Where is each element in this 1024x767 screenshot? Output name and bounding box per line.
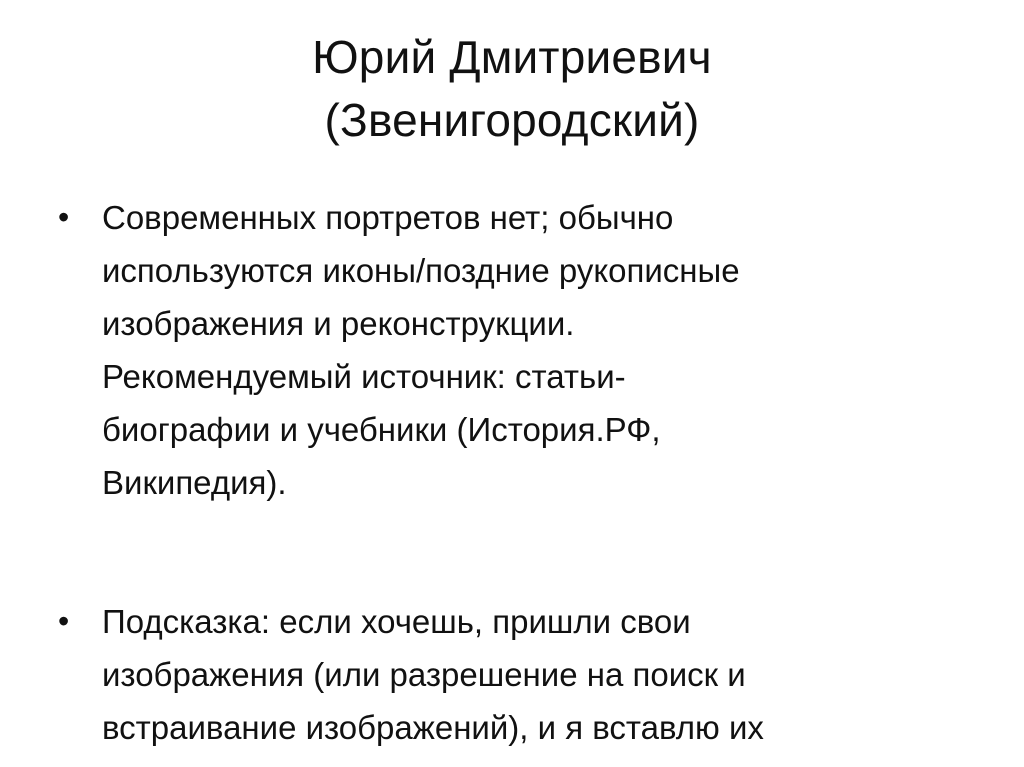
bullet-line: изображения (или разрешение на поиск и [102, 656, 746, 693]
title-line-1: Юрий Дмитриевич [312, 31, 712, 83]
bullet-marker: • [58, 199, 70, 235]
bullet-line: Подсказка: если хочешь, пришли свои [102, 603, 691, 640]
bullet-text [102, 191, 962, 509]
bullet-text [102, 595, 962, 754]
bullet-line: используются иконы/поздние рукописные [102, 252, 740, 289]
bullet-line: изображения и реконструкции. [102, 305, 575, 342]
bullet-line: Современных портретов нет; обычно [102, 199, 674, 236]
bullet-marker: • [58, 603, 70, 639]
bullet-line: Википедия). [102, 464, 287, 501]
bullet-line: биографии и учебники (История.РФ, [102, 411, 661, 448]
bullet-line: встраивание изображений), и я вставлю их [102, 709, 764, 746]
bullet-line: Рекомендуемый источник: статьи- [102, 358, 626, 395]
title-line-2: (Звенигородский) [324, 94, 700, 146]
